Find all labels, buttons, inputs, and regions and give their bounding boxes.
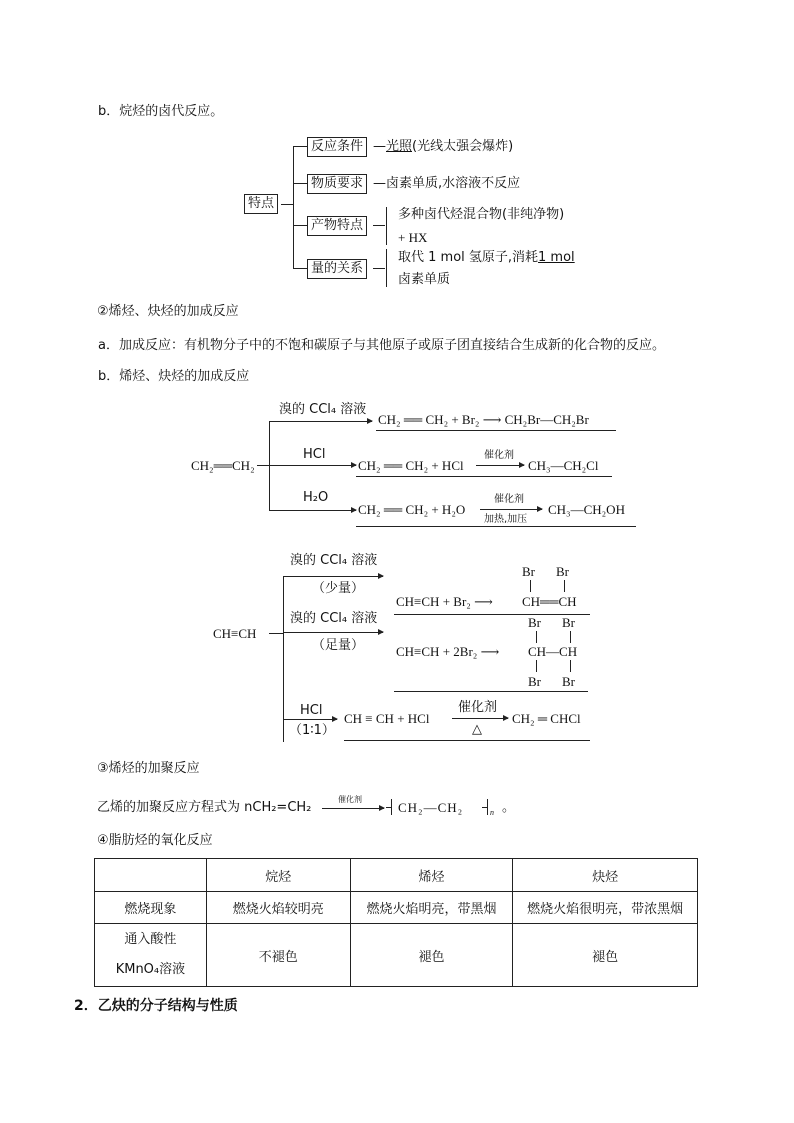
ethylene-reagent-hcl: HCl	[303, 447, 326, 462]
polymer-arrow	[322, 808, 384, 809]
ethylene-reagent-h2o: H₂O	[303, 490, 329, 505]
ethylene-eq-h2o-left: CH₂ ══ CH₂ + H₂O	[358, 502, 466, 517]
heading-polymerization: ③烯烃的加聚反应	[97, 761, 200, 776]
ethylene-eq-hcl-right: CH₃—CH₂Cl	[528, 458, 599, 473]
acetylene-root: CH≡CH	[213, 626, 257, 641]
ethylene-h2o-catalyst: 催化剂	[494, 494, 524, 505]
halo-label-product-text: 产物特点	[311, 218, 364, 233]
halo-label-product	[307, 216, 367, 236]
acetylene-connector	[269, 633, 283, 634]
halo-condition-text	[373, 139, 513, 155]
acetylene-cond-little: （少量）	[312, 581, 365, 596]
polymer-end: 。	[502, 800, 516, 815]
halo-label-requirement	[307, 174, 367, 194]
acetylene-cond-hcl: （1∶1）	[289, 723, 335, 738]
acetylene-p2-br-top-right: Br	[562, 615, 575, 630]
table-header-cell: 炔烃	[513, 859, 698, 892]
table-row-label	[95, 892, 207, 924]
ethylene-eq-h2o-right: CH₃—CH₂OH	[548, 502, 625, 517]
acetylene-eq-hcl-left: CH ≡ CH + HCl	[344, 711, 430, 726]
halo-quantity-line1	[398, 250, 575, 266]
acetylene-reagent-br2-excess: 溴的 CCl₄ 溶液	[290, 611, 378, 626]
acetylene-product-excess: CH—CH	[528, 644, 578, 659]
halo-root-box	[244, 194, 278, 214]
acetylene-underline-excess	[394, 691, 588, 692]
ethylene-arrow-h2o	[270, 510, 356, 511]
halo-condition-dash: —	[373, 139, 386, 154]
acetylene-hcl-heat: △	[472, 722, 482, 737]
heading-acetylene-structure: 2．乙炔的分子结构与性质	[74, 998, 238, 1014]
acetylene-cond-excess: （足量）	[312, 638, 365, 653]
acetylene-p1-br-left: Br	[522, 564, 535, 579]
halo-quantity-bracket	[386, 249, 387, 287]
halo-label-requirement-text: 物质要求	[311, 176, 364, 191]
acetylene-p2-br-top-left: Br	[528, 615, 541, 630]
halo-quantity-connector	[373, 268, 385, 269]
acetylene-reagent-br2-little: 溴的 CCl₄ 溶液	[290, 553, 378, 568]
acetylene-p2-br-bot-right: Br	[562, 674, 575, 689]
oxidation-table	[94, 858, 698, 987]
halo-product-connector	[373, 225, 385, 226]
row-label-text: 燃烧现象	[124, 902, 177, 917]
definition-addition: a．加成反应：有机物分子中的不饱和碳原子与其他原子或原子团直接结合生成新的化合物的反应。	[98, 338, 665, 353]
acetylene-p2-bond-bot-right	[570, 660, 571, 672]
halo-quantity-line1b: 1 mol	[538, 250, 575, 265]
table-header-row	[95, 859, 698, 892]
acetylene-bracket	[283, 576, 284, 742]
acetylene-p2-br-bot-left: Br	[528, 674, 541, 689]
ethylene-root: CH₂══CH₂	[191, 458, 255, 473]
halo-bracket	[293, 146, 294, 268]
acetylene-eq-br2-excess: CH≡CH + 2Br₂ ⟶	[396, 644, 500, 659]
acetylene-underline-hcl	[344, 740, 590, 741]
ethylene-arrow-br2	[270, 421, 372, 422]
acetylene-hcl-reaction-arrow	[452, 718, 508, 719]
halo-root-label: 特点	[248, 196, 275, 211]
table-cell: 燃烧火焰明亮，带黑烟	[350, 892, 513, 924]
ethylene-arrow-hcl	[270, 465, 356, 466]
acetylene-eq-br2-little: CH≡CH + Br₂ ⟶	[396, 594, 493, 609]
halo-tick-2	[293, 183, 307, 184]
halo-tick-4	[293, 268, 307, 269]
ethylene-h2o-condition: 加热,加压	[484, 514, 528, 525]
row-label-text: 通入酸性	[124, 932, 177, 947]
ethylene-underline-br2	[376, 430, 616, 431]
section-b-addition: b．烯烃、炔烃的加成反应	[98, 369, 250, 384]
acetylene-hcl-catalyst: 催化剂	[458, 700, 498, 715]
acetylene-p1-bond-left	[530, 580, 531, 592]
halo-requirement-text: —卤素单质,水溶液不反应	[373, 176, 521, 191]
halo-label-quantity-text: 量的关系	[311, 261, 364, 276]
halo-connector	[281, 204, 293, 205]
ethylene-underline-hcl	[356, 476, 612, 477]
polymer-n: n	[490, 808, 494, 817]
table-cell: 褪色	[350, 924, 513, 987]
halo-product-line1: 多种卤代烃混合物(非纯净物)	[398, 207, 565, 222]
acetylene-p1-br-right: Br	[556, 564, 569, 579]
acetylene-product-little: CH══CH	[522, 594, 577, 609]
acetylene-arrow-hcl	[284, 719, 337, 720]
table-cell: 不褪色	[206, 924, 350, 987]
polymer-catalyst: 催化剂	[338, 795, 362, 804]
polymer-prefix: 乙烯的加聚反应方程式为 nCH₂=CH₂	[97, 800, 312, 815]
heading-addition: ②烯烃、炔烃的加成反应	[97, 304, 239, 319]
halo-label-quantity	[307, 259, 367, 279]
table-header-cell: 烯烃	[350, 859, 513, 892]
ethylene-hcl-reaction-arrow	[476, 465, 524, 466]
acetylene-arrow-br2-little	[284, 576, 383, 577]
polymer-product: CH₂—CH₂	[398, 800, 464, 815]
acetylene-p1-bond-right	[564, 580, 565, 592]
ethylene-connector	[257, 465, 269, 466]
ethylene-reagent-br2: 溴的 CCl₄ 溶液	[279, 402, 367, 417]
acetylene-eq-hcl-right: CH₂ ═ CHCl	[512, 711, 581, 726]
acetylene-reagent-hcl: HCl	[300, 703, 323, 718]
acetylene-p2-bond-top-right	[570, 631, 571, 643]
ethylene-eq-br2: CH₂ ══ CH₂ + Br₂ ⟶ CH₂Br—CH₂Br	[378, 412, 589, 427]
halo-label-condition	[307, 137, 367, 157]
acetylene-arrow-br2-excess	[284, 632, 383, 633]
table-cell: 燃烧火焰较明亮	[206, 892, 350, 924]
section-b-halogenation: b．烷烃的卤代反应。	[98, 104, 224, 119]
table-header-cell	[95, 859, 207, 892]
ethylene-hcl-catalyst: 催化剂	[484, 450, 514, 461]
table-cell: 褪色	[513, 924, 698, 987]
ethylene-eq-hcl-left: CH₂ ══ CH₂ + HCl	[358, 458, 464, 473]
ethylene-underline-h2o	[356, 526, 636, 527]
table-header-cell: 烷烃	[206, 859, 350, 892]
ethylene-h2o-reaction-arrow	[480, 509, 542, 510]
table-row	[95, 924, 698, 987]
halo-condition-note: (光线太强会爆炸)	[412, 139, 514, 154]
halo-tick-3	[293, 225, 307, 226]
acetylene-p2-bond-top-left	[536, 631, 537, 643]
halo-quantity-line1a: 取代 1 mol 氢原子,消耗	[398, 250, 539, 265]
table-row	[95, 892, 698, 924]
row-label-text-2: KMnO₄溶液	[115, 962, 186, 977]
heading-oxidation: ④脂肪烃的氧化反应	[97, 833, 213, 848]
table-row-label	[95, 924, 207, 987]
halo-quantity-line2: 卤素单质	[398, 272, 451, 287]
halo-product-bracket	[386, 207, 387, 245]
acetylene-p2-bond-bot-left	[536, 660, 537, 672]
polymer-bond-left	[386, 807, 391, 808]
table-cell: 燃烧火焰很明亮，带浓黑烟	[513, 892, 698, 924]
ethylene-bracket	[269, 421, 270, 511]
halo-product-line2: + HX	[398, 230, 428, 245]
halo-tick-1	[293, 146, 307, 147]
halo-condition-light: 光照	[386, 139, 413, 154]
acetylene-underline-little	[394, 614, 590, 615]
halo-label-condition-text: 反应条件	[311, 139, 364, 154]
polymer-bracket-right	[487, 799, 488, 815]
polymer-bracket-left	[391, 799, 392, 815]
